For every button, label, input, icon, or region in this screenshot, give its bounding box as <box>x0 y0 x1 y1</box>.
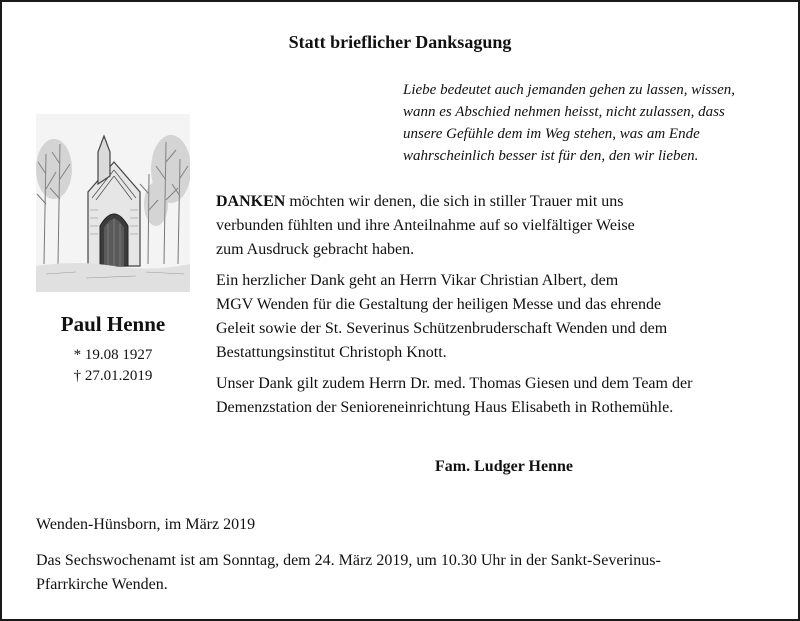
thanks-lead-word: DANKEN <box>216 193 286 210</box>
announcement-line: Pfarrkirche Wenden. <box>36 576 168 593</box>
thanks-paragraph <box>216 372 776 420</box>
thanks-line: Bestattungsinstitut Christoph Knott. <box>216 344 447 361</box>
thanks-line: möchten wir denen, die sich in stiller Trauer mit uns <box>285 193 624 210</box>
thanks-line: verbunden fühlten und ihre Anteilnahme auf so vielfältiger Weise <box>216 217 635 234</box>
announcement-line: Das Sechswochenamt ist am Sonntag, dem 24. März 2019, um 10.30 Uhr in der Sankt-Severinus- <box>36 552 661 569</box>
thanks-line: Demenzstation der Senioreneinrichtung Haus Elisabeth in Rothemühle. <box>216 399 674 416</box>
thanks-line: Ein herzlicher Dank geht an Herrn Vikar Christian Albert, dem <box>216 272 619 289</box>
thanks-paragraph <box>216 269 776 365</box>
chapel-image <box>36 114 190 292</box>
place-date: Wenden-Hünsborn, im März 2019 <box>36 516 256 533</box>
life-dates <box>36 345 190 387</box>
quote-block <box>403 79 773 167</box>
page-title: Statt brieflicher Danksagung <box>288 32 512 52</box>
quote-line: unsere Gefühle dem im Weg stehen, was am Ende <box>403 126 700 142</box>
death-date: † 27.01.2019 <box>73 368 153 384</box>
quote-line: wann es Abschied nehmen heisst, nicht zulassen, dass <box>403 104 725 120</box>
thanks-line: zum Ausdruck gebracht haben. <box>216 241 415 258</box>
thanks-line: Unser Dank gilt zudem Herrn Dr. med. Thomas Giesen und dem Team der <box>216 375 693 392</box>
family-signature: Fam. Ludger Henne <box>435 458 573 475</box>
deceased-name: Paul Henne <box>60 312 166 336</box>
thanks-line: MGV Wenden für die Gestaltung der heiligen Messe und das ehrende <box>216 296 662 313</box>
thanks-paragraph <box>216 190 776 262</box>
thanks-text <box>216 190 776 427</box>
birth-date: * 19.08 1927 <box>73 347 153 363</box>
chapel-sketch-icon <box>36 114 190 292</box>
quote-line: wahrscheinlich besser ist für den, den wir lieben. <box>403 148 699 164</box>
thanks-line: Geleit sowie der St. Severinus Schützenbruderschaft Wenden und dem <box>216 320 668 337</box>
mass-announcement <box>36 549 776 597</box>
quote-line: Liebe bedeutet auch jemanden gehen zu lassen, wissen, <box>403 82 736 98</box>
